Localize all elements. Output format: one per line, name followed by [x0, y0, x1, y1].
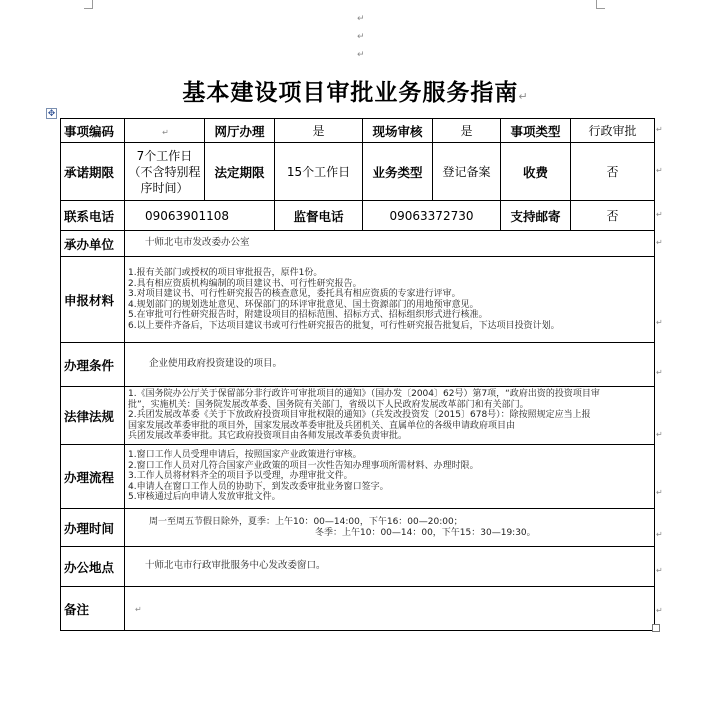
laws-list [125, 387, 655, 445]
row-end-mark: ↵ [656, 530, 663, 539]
handling-unit-value: 十师北屯市发改委办公室 [125, 231, 655, 257]
document-title [0, 74, 711, 107]
process-label: 办理流程 [61, 445, 125, 509]
list-item: 4.申请人在窗口工作人员的协助下，到发改委审批业务窗口签字。 [128, 481, 389, 492]
promise-label: 承诺期限 [61, 143, 125, 201]
row-end-mark: ↵ [656, 488, 663, 497]
list-item: 4.规划部门的规划选址意见、环保部门的环评审批意见、国土资源部门的用地预审意见。 [128, 299, 479, 310]
phone-label: 联系电话 [61, 201, 125, 231]
list-item: 3.对项目建议书、可行性研究报告的核查意见，委托具有相应资质的专家进行评审。 [128, 289, 461, 299]
hours-label: 办理时间 [61, 509, 125, 547]
onsite-value: 是 [433, 119, 501, 143]
row-end-mark: ↵ [656, 166, 663, 175]
row-end-mark: ↵ [656, 238, 663, 247]
item-code-value: ↵ [125, 119, 205, 143]
fee-label: 收费 [501, 143, 571, 201]
table-row [61, 257, 655, 343]
list-item: 3.工作人员将材料齐全的项目予以受理，办理审批文件。 [128, 471, 353, 482]
conditions-value: 企业使用政府投资建设的项目。 [125, 343, 655, 387]
table-row [61, 547, 655, 587]
row-end-mark: ↵ [656, 430, 663, 439]
paragraph-mark: ↵ [357, 50, 365, 60]
list-item: 2.兵团发展改革委《关于下放政府投资项目审批权限的通知》（兵发改投资发〔2015〕678号）：除按照规定应当上报 [128, 410, 591, 421]
service-guide-table [60, 118, 655, 631]
supervise-value: 09063372730 [363, 201, 501, 231]
biz-type-label: 业务类型 [363, 143, 433, 201]
address-value: 十师北屯市行政审批服务中心发改委窗口。 [125, 547, 655, 587]
row-end-mark: ↵ [656, 210, 663, 219]
handling-unit-label: 承办单位 [61, 231, 125, 257]
table-row [61, 201, 655, 231]
table-row [61, 119, 655, 143]
document-title-text: 基本建设项目审批业务服务指南 [182, 80, 519, 106]
list-item: 5.审核通过后向申请人发放审批文件。 [128, 492, 281, 503]
move-cross-icon[interactable]: ✥ [47, 109, 56, 119]
online-value: 是 [275, 119, 363, 143]
list-item: 2.窗口工作人员对几符合国家产业政策的项目一次性告知办理事项所需材料、办理时限。 [128, 460, 479, 471]
hours-line: 冬季：上午10：00—14：00，下午15：30—19:30。 [315, 527, 536, 538]
remarks-value: ↵ [125, 587, 655, 631]
type-value: 行政审批 [571, 119, 655, 143]
list-item: 2.具有相应资质机构编制的项目建议书、可行性研究报告。 [128, 278, 362, 289]
list-item: 批”，实施机关：国务院发展改革委、国务院有关部门，省级以下人民政府发展改革部门和有关部门。 [128, 399, 529, 410]
hours-value [125, 509, 655, 547]
table-row [61, 509, 655, 547]
row-end-mark: ↵ [656, 368, 663, 377]
table-resize-handle[interactable] [652, 624, 660, 632]
table-row [61, 445, 655, 509]
legal-value: 15个工作日 [275, 143, 363, 201]
onsite-label: 现场审核 [363, 119, 433, 143]
crop-mark-top-right [596, 0, 605, 9]
paragraph-mark: ↵ [518, 90, 529, 103]
legal-label: 法定期限 [205, 143, 275, 201]
materials-list [125, 257, 655, 343]
table-row [61, 387, 655, 445]
process-list [125, 445, 655, 509]
list-item: 兵团发展改革委审批。其它政府投资项目由各师发展改革委负责审批。 [128, 431, 408, 442]
online-label: 网厅办理 [205, 119, 275, 143]
phone-value: 09063901108 [125, 201, 275, 231]
list-item: 1.《国务院办公厅关于保留部分非行政许可审批项目的通知》（国办发〔2004〕62号）第7项，“政府出资的投资项目审 [128, 389, 600, 400]
remarks-label: 备注 [61, 587, 125, 631]
conditions-label: 办理条件 [61, 343, 125, 387]
promise-value: 7个工作日（不含特别程序时间） [125, 143, 205, 201]
fee-value: 否 [571, 143, 655, 201]
address-label: 办公地点 [61, 547, 125, 587]
row-end-mark: ↵ [656, 125, 663, 134]
mail-value: 否 [571, 201, 655, 231]
table-row [61, 231, 655, 257]
table-row [61, 587, 655, 631]
hours-line: 周一至周五节假日除外，夏季：上午10：00—14:00，下午16：00—20:00； [149, 517, 463, 527]
materials-label: 申报材料 [61, 257, 125, 343]
paragraph-mark: ↵ [357, 32, 365, 42]
laws-label: 法律法规 [61, 387, 125, 445]
row-end-mark: ↵ [656, 606, 663, 615]
list-item: 1.窗口工作人员受理申请后，按照国家产业政策进行审核。 [128, 450, 362, 461]
supervise-label: 监督电话 [275, 201, 363, 231]
list-item: 5.在审批可行性研究报告时，附建设项目的招标范围、招标方式、招标组织形式进行核准。 [128, 310, 488, 320]
row-end-mark: ↵ [656, 566, 663, 575]
list-item: 国家发展改革委审批的项目外，国家发展改革委审批及兵团机关、直属单位的各级申请政府项目由 [128, 420, 516, 431]
crop-mark-top-left [84, 0, 93, 9]
list-item: 1.报有关部门或授权的项目审批报告，原件1份。 [128, 268, 323, 278]
table-row [61, 343, 655, 387]
table-row [61, 143, 655, 201]
paragraph-mark: ↵ [357, 14, 365, 24]
item-code-label: 事项编码 [61, 119, 125, 143]
biz-type-value: 登记备案 [433, 143, 501, 201]
type-label: 事项类型 [501, 119, 571, 143]
list-item: 6.以上要件齐备后，下达项目建议书或可行性研究报告的批复，可行性研究报告批复后，下达项目投资计划。 [128, 320, 560, 331]
mail-label: 支持邮寄 [501, 201, 571, 231]
row-end-mark: ↵ [656, 318, 663, 327]
